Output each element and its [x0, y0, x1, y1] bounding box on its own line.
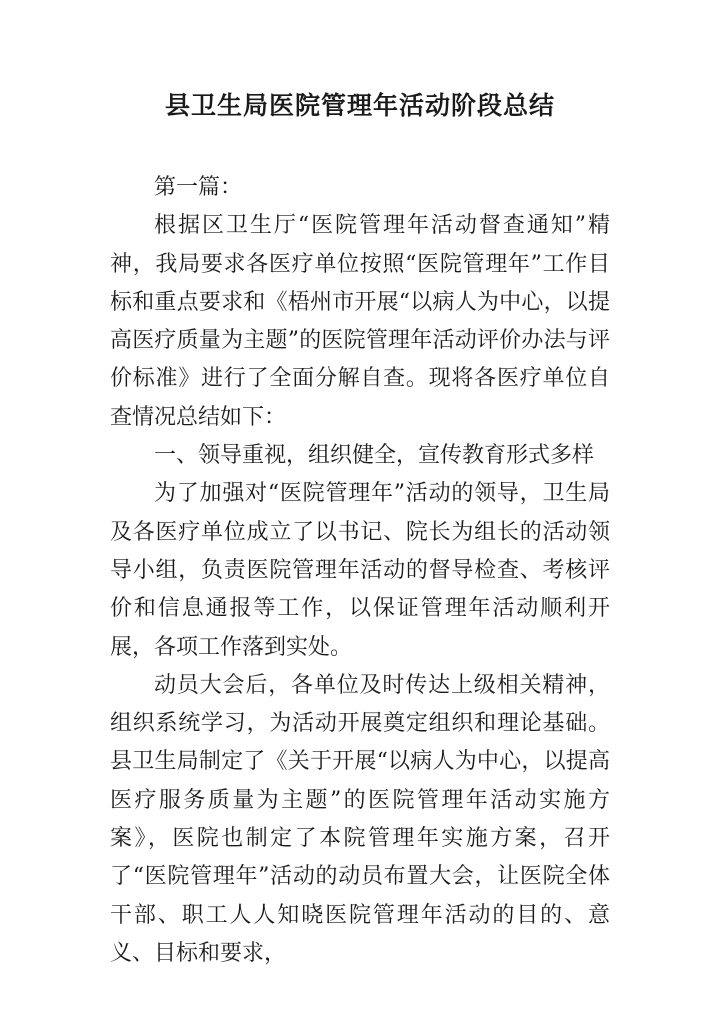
paragraph-leadership: 为了加强对“医院管理年”活动的领导，卫生局及各医疗单位成立了以书记、院长为组长的活动领导小组，负责医院管理年活动的督导检查、考核评价和信息通报等工作，以保证管理年活动顺利开展，各项工作落到实处。 [110, 481, 610, 660]
paragraph-mobilization: 动员大会后，各单位及时传达上级相关精神，组织系统学习，为活动开展奠定组织和理论基础。县卫生局制定了《关于开展“以病人为中心，以提高医疗服务质量为主题”的医院管理年活动实施方案》，医院也制定了本院管理年实施方案，召开了“医院管理年”活动的动员布置大会，让医院全体干部、职工人人知晓医院管理年活动的目的、意义、目标和要求， [110, 672, 610, 966]
paragraph-section-label: 第一篇： [154, 175, 243, 200]
paragraph-intro: 根据区卫生厅“医院管理年活动督查通知”精神，我局要求各医疗单位按照“医院管理年”工作目标和重点要求和《梧州市开展“以病人为中心，以提高医疗质量为主题”的医院管理年活动评价办法与评价标准》进行了全面分解自查。现将各医疗单位自查情况总结如下： [110, 213, 610, 430]
document-body [110, 169, 610, 973]
paragraph-heading-1: 一、领导重视，组织健全，宣传教育形式多样 [154, 443, 595, 469]
document-title: 县卫生局医院管理年活动阶段总结 [164, 91, 555, 120]
